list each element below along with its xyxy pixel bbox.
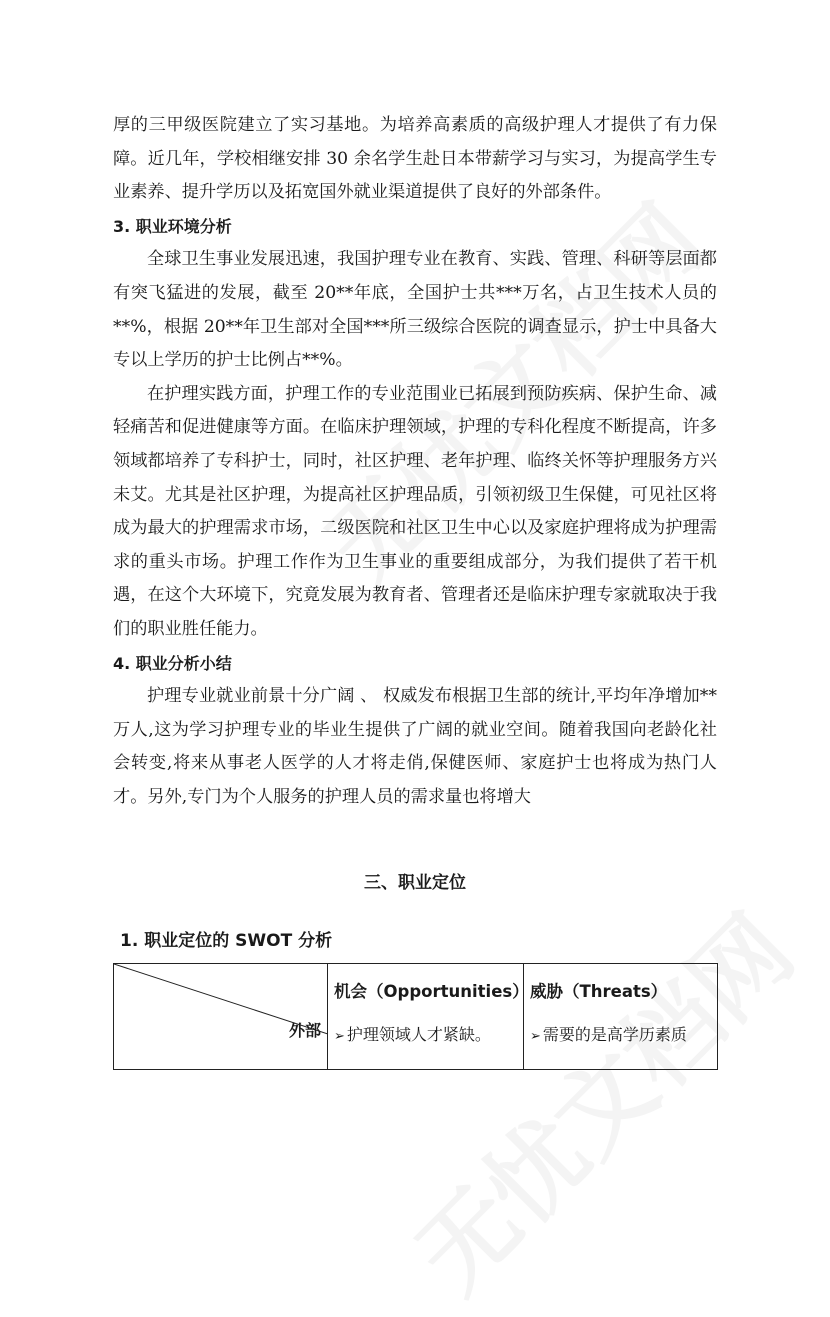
diagonal-line <box>114 964 328 1069</box>
paragraph-summary: 护理专业就业前景十分广阔 、 权威发布根据卫生部的统计,平均年净增加**万人,这为学习护理专业的毕业生提供了广阔的就业空间。随着我国向老龄化社会转变,将来从事老人医学的人才将走俏,保健医师、家庭护士也将成为热门人才。另外,专门为个人服务的护理人员的需求量也将增大 <box>113 686 717 807</box>
section-title-career-positioning: 三、职业定位 <box>364 873 466 893</box>
opportunities-header: 机会（Opportunities） <box>334 982 529 1001</box>
table-row <box>114 964 718 1070</box>
threats-header: 威胁（Threats） <box>530 982 668 1001</box>
heading-career-environment: 3. 职业环境分析 <box>113 216 232 236</box>
arrow-bullet-icon: ➢ <box>334 1029 345 1044</box>
watermark <box>382 880 818 1316</box>
paragraph-environment-1: 全球卫生事业发展迅速，我国护理专业在教育、实践、管理、科研等层面都有突飞猛进的发展，截至 20**年底，全国护士共***万名，占卫生技术人员的**%，根据 20**年卫生部对全国***所三级综合医院的调查显示，护士中具备大专以上学历的护士比例占**%。 <box>113 249 717 371</box>
threats-cell <box>524 964 718 1070</box>
opportunities-cell <box>328 964 529 1070</box>
swot-heading: 1. 职业定位的 SWOT 分析 <box>120 931 333 951</box>
body-text <box>113 109 717 814</box>
corner-label-external: 外部 <box>288 1021 321 1040</box>
threats-item <box>524 1002 717 1045</box>
paragraph-intro: 厚的三甲级医院建立了实习基地。为培养高素质的高级护理人才提供了有力保障。近几年，学校相继安排 30 余名学生赴日本带薪学习与实习，为提高学生专业素养、提升学历以及拓宽国外就业渠道提供了良好的外部条件。 <box>113 115 717 203</box>
opportunities-item-text: 护理领域人才紧缺。 <box>346 1025 491 1044</box>
paragraph-environment-2: 在护理实践方面，护理工作的专业范围业已拓展到预防疾病、保护生命、减轻痛苦和促进健康等方面。在临床护理领域，护理的专科化程度不断提高，许多领域都培养了专科护士，同时，社区护理、老年护理、临终关怀等护理服务方兴未艾。尤其是社区护理，为提高社区护理品质，引领初级卫生保健，可见社区将成为最大的护理需求市场，二级医院和社区卫生中心以及家庭护理将成为护理需求的重头市场。护理工作作为卫生事业的重要组成部分，为我们提供了若干机遇，在这个大环境下，究竟发展为教育者、管理者还是临床护理专家就取决于我们的职业胜任能力。 <box>113 383 717 639</box>
swot-table <box>113 963 718 1070</box>
table-corner-cell <box>114 964 328 1070</box>
threats-item-text: 需要的是高学历素质 <box>542 1025 687 1044</box>
arrow-bullet-icon: ➢ <box>530 1029 541 1044</box>
heading-career-summary: 4. 职业分析小结 <box>113 653 232 673</box>
opportunities-item <box>328 1002 523 1045</box>
